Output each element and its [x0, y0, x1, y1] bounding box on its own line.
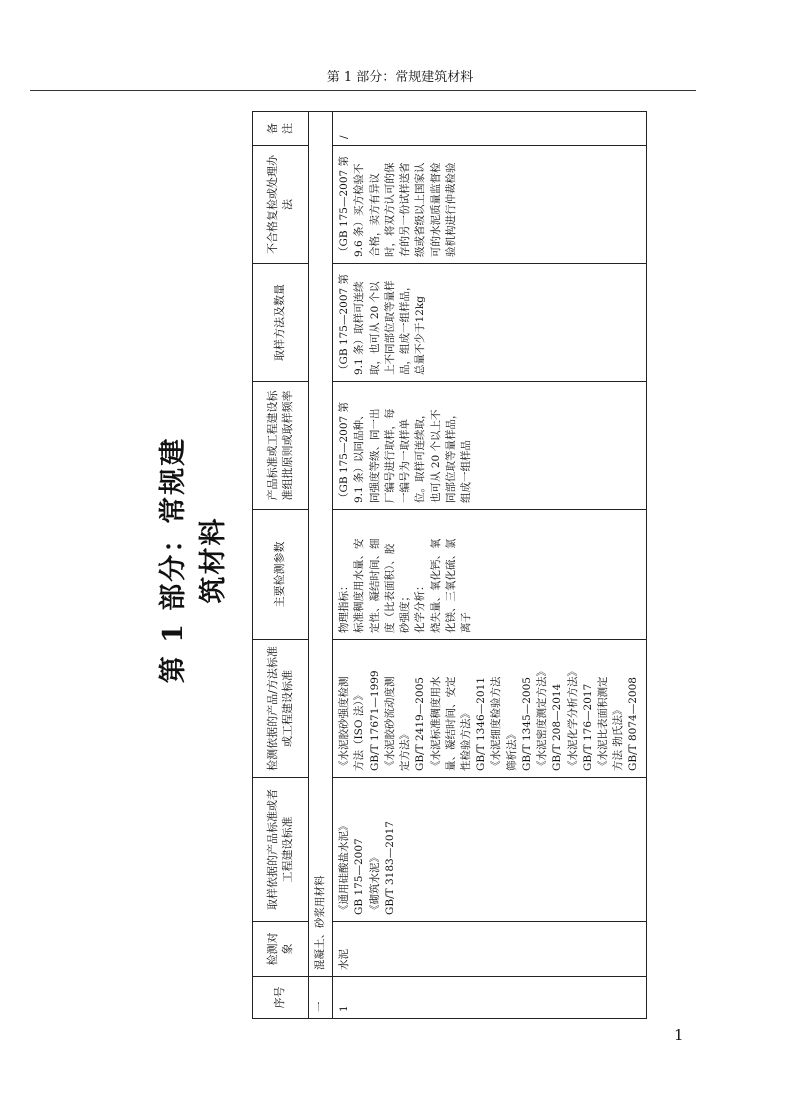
- cell-line: 上不同部位取等量样: [383, 280, 396, 375]
- section-label: 混凝土、砂浆用材料: [309, 112, 333, 977]
- header-remark: 备注: [253, 112, 309, 146]
- cell-line: GB/T 176—2017: [581, 683, 594, 771]
- cell-line: 9.6 条）买方检验不: [353, 163, 366, 257]
- header-seq: 序号: [253, 977, 309, 1019]
- header-sampling-standard: 取样依据的产品标准或者工程建设标准: [253, 778, 309, 922]
- cell-line: GB/T 3183—2017: [383, 821, 396, 915]
- row-remark: /: [333, 112, 646, 146]
- cell-line: 砂强度；: [399, 591, 412, 633]
- cell-line: 化镁、三氧化硫、氯: [444, 538, 457, 633]
- cell-line: GB/T 1345—2005: [520, 677, 533, 771]
- row-test-method-standard: [333, 640, 646, 778]
- cell-line: 方法（ISO 法）》: [353, 689, 366, 771]
- row-sampling-method: [333, 264, 646, 382]
- cell-line: 合格，卖方有异议: [368, 173, 381, 257]
- cell-line: 《水泥化学分析方法》: [566, 666, 579, 771]
- cell-line: 性检验方法》: [459, 708, 472, 771]
- cell-line: 同强度等级、同一出: [368, 408, 381, 503]
- row-sampling-standard: [333, 778, 646, 922]
- cell-line: 9.1 条）以同品种、: [353, 409, 366, 503]
- cell-line: 物理指标：: [338, 580, 351, 633]
- cell-line: 也可从 20 个以上不: [429, 409, 442, 503]
- section-number: 一: [309, 977, 333, 1019]
- cell-line: GB/T 8074—2008: [627, 677, 640, 771]
- cell-line: GB/T 2419—2005: [414, 677, 427, 771]
- cell-line: 烧失量、氧化钙、氧: [429, 538, 442, 633]
- header-sampling-frequency: 产品标准或工程建设标准组批原则或取样频率: [253, 382, 309, 510]
- header-rule: [30, 90, 696, 91]
- header-failure-handling: 不合格复检或处理办法: [253, 146, 309, 264]
- page-number: 1: [674, 1026, 684, 1044]
- cell-line: 筛析法》: [505, 729, 518, 771]
- running-header: 第 1 部分：常规建筑材料: [326, 70, 474, 85]
- cell-line: 取，也可从 20 个以: [368, 281, 381, 375]
- cell-line: 度（比表面积）、胶: [383, 543, 396, 633]
- cell-line: 总量不少于12kg: [414, 296, 427, 375]
- cell-line: （GB 175—2007 第: [338, 155, 351, 257]
- cell-line: 一编号为一取样单: [399, 419, 412, 503]
- cell-line: 验机构进行仲裁检验: [444, 162, 457, 257]
- cell-line: 离子: [459, 612, 472, 633]
- cell-line: 《水泥胶砂强度检测: [338, 676, 351, 771]
- cell-line: 厂编号进行取样，每: [383, 408, 396, 503]
- cell-line: 《水泥比表面积测定: [596, 676, 609, 771]
- header-object: 检测对象: [253, 922, 309, 977]
- cell-line: 量、凝结时间、安定: [444, 676, 457, 771]
- table-row: [333, 112, 646, 1019]
- cell-line: 《砌筑水泥》: [368, 852, 381, 915]
- cell-line: GB/T 208—2014: [551, 683, 564, 771]
- cell-line: 存的另一份试样送省: [399, 162, 412, 257]
- cell-line: 《水泥胶砂流动度测: [383, 676, 396, 771]
- cell-line: GB/T 1346—2011: [475, 677, 488, 771]
- page-title: 第 1 部分：常规建筑材料: [158, 436, 229, 684]
- materials-spec-table: [252, 111, 647, 1019]
- cell-line: 《通用硅酸盐水泥》: [338, 820, 351, 915]
- section-row: [309, 112, 333, 1019]
- cell-line: 定性、凝结时间、细: [368, 538, 381, 633]
- header-test-method-standard: 检测依据的产品/方法标准或工程建设标准: [253, 640, 309, 778]
- table-header-row: [253, 112, 309, 1019]
- cell-line: 组成一组样品: [459, 440, 472, 503]
- cell-line: 《水泥标准稠度用水: [429, 676, 442, 771]
- row-seq: 1: [333, 977, 646, 1019]
- cell-line: 品，组成一组样品，: [399, 280, 412, 375]
- cell-line: 《水泥细度检验方法: [490, 676, 503, 771]
- cell-line: 9.1 条）取样可连续: [353, 281, 366, 375]
- cell-line: 方法 勃氏法》: [612, 704, 625, 771]
- header-main-params: 主要检测参数: [253, 510, 309, 640]
- cell-line: 级或省级以上国家认: [414, 162, 427, 257]
- row-object: 水泥: [333, 922, 646, 977]
- cell-line: 《水泥密度测定方法》: [536, 666, 549, 771]
- rotated-table-container: [252, 112, 642, 1019]
- cell-line: 同部位取等量样品，: [444, 408, 457, 503]
- row-failure-handling: [333, 146, 646, 264]
- row-main-params: [333, 510, 646, 640]
- cell-line: 标准稠度用水量、安: [353, 538, 366, 633]
- header-sampling-method: 取样方法及数量: [253, 264, 309, 382]
- row-sampling-frequency: [333, 382, 646, 510]
- cell-line: 时，将双方认可的保: [383, 162, 396, 257]
- cell-line: 化学分析：: [414, 580, 427, 633]
- cell-line: GB 175—2007: [353, 838, 366, 915]
- cell-line: 位。取样可连续取，: [414, 408, 427, 503]
- cell-line: 定方法》: [399, 729, 412, 771]
- cell-line: （GB 175—2007 第: [338, 401, 351, 503]
- cell-line: （GB 175—2007 第: [338, 273, 351, 375]
- cell-line: GB/T 17671—1999: [368, 670, 381, 771]
- cell-line: 可的水泥质量监督检: [429, 162, 442, 257]
